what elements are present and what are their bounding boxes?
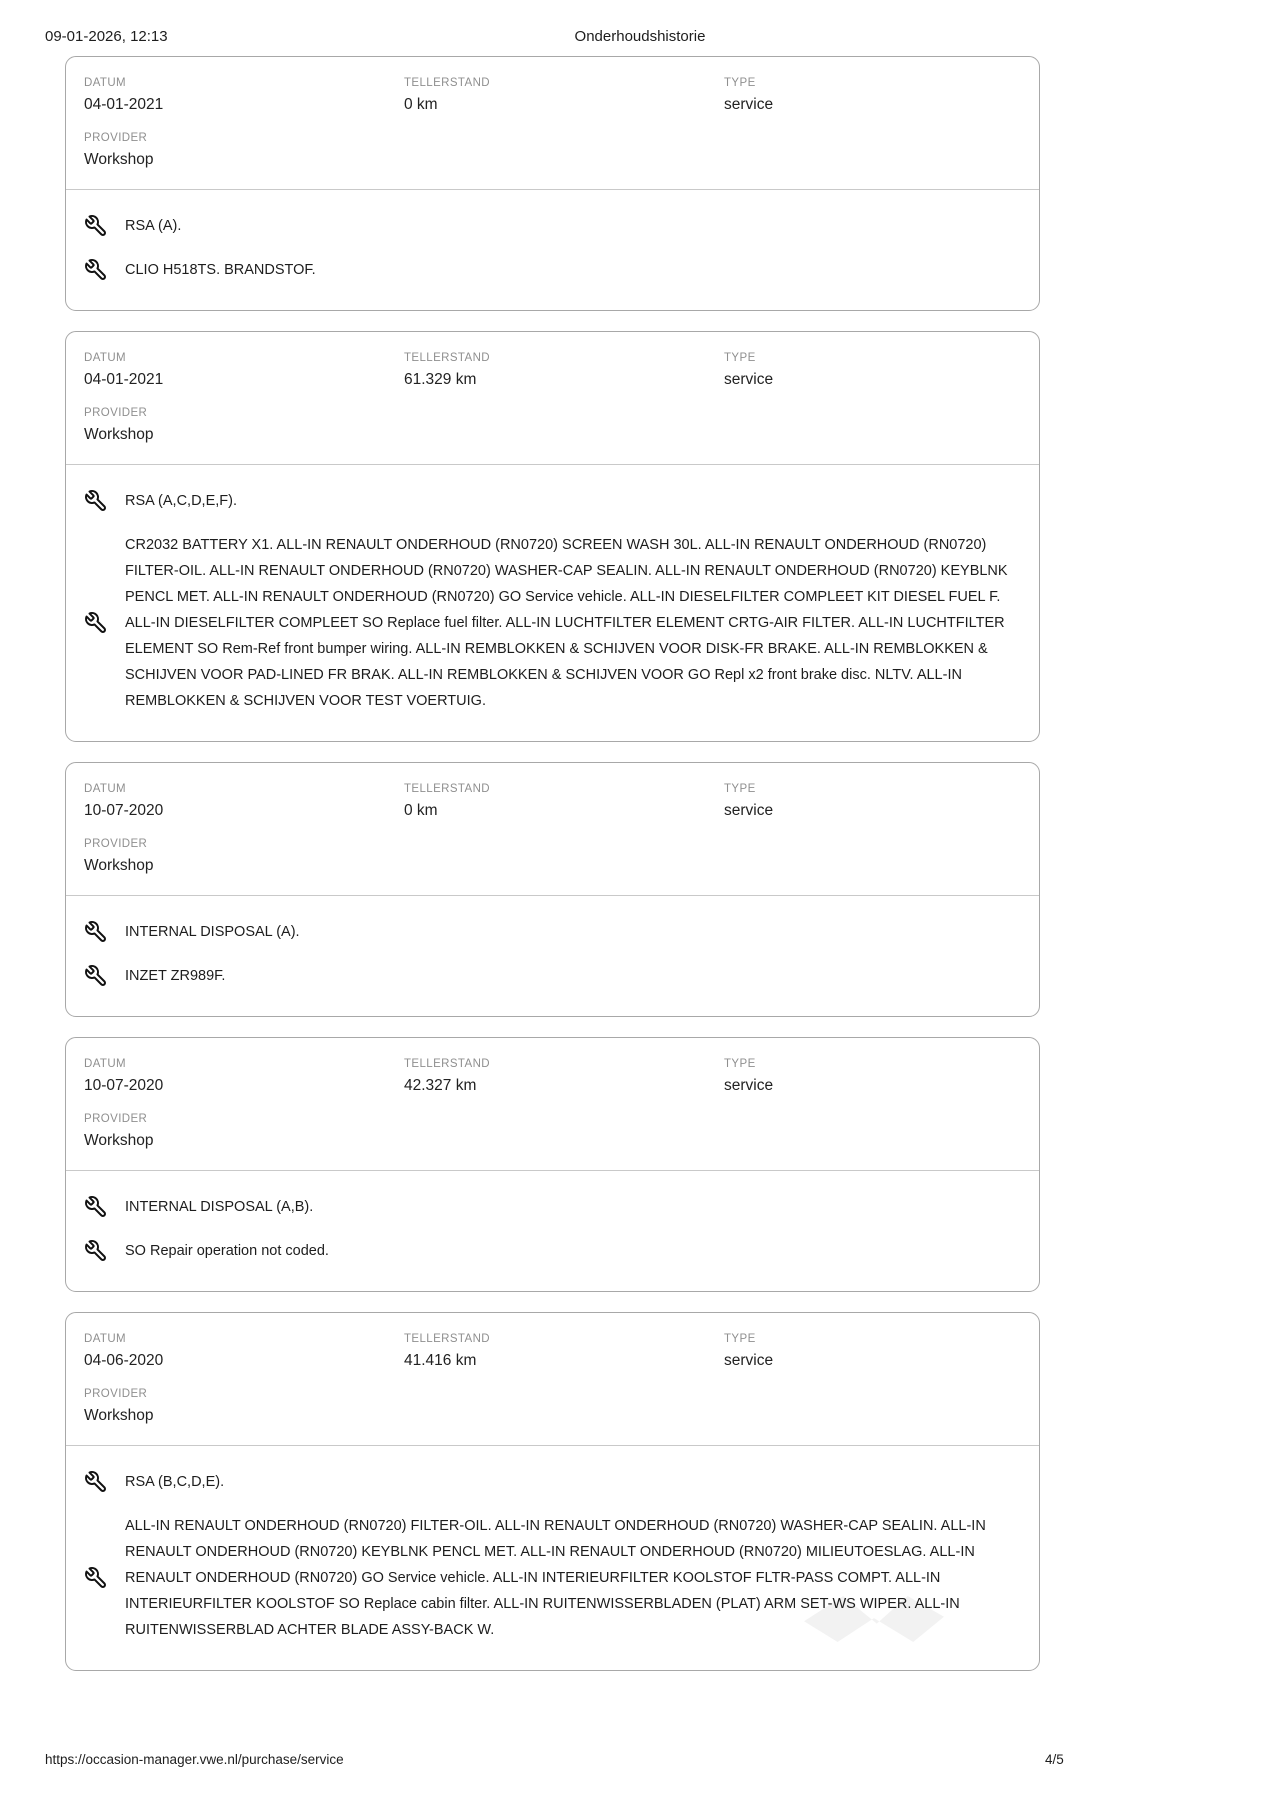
service-item-text: SO Repair operation not coded. [125, 1243, 329, 1259]
wrench-icon [84, 214, 108, 238]
service-item [84, 523, 1021, 723]
odometer-field [404, 77, 724, 114]
service-items [66, 465, 1039, 741]
wrench-icon [84, 1470, 108, 1494]
type-value: service [724, 96, 774, 113]
service-record-card [65, 1312, 1040, 1671]
date-label: DATUM [84, 77, 127, 89]
page-number: 4/5 [1045, 1752, 1064, 1767]
odometer-label: TELLERSTAND [404, 77, 490, 89]
provider-label: PROVIDER [84, 132, 148, 144]
provider-label: PROVIDER [84, 1388, 148, 1400]
odometer-label: TELLERSTAND [404, 1058, 490, 1070]
wrench-icon [84, 489, 108, 513]
provider-label: PROVIDER [84, 407, 148, 419]
wrench-icon [84, 920, 108, 944]
service-item [84, 1504, 1021, 1652]
service-item [84, 204, 1021, 248]
card-head [66, 332, 1039, 444]
service-record-card [65, 762, 1040, 1017]
wrench-icon [84, 258, 108, 282]
service-item [84, 1229, 1021, 1273]
wrench-icon [84, 1195, 108, 1219]
print-datetime: 09-01-2026, 12:13 [45, 28, 168, 45]
type-value: service [724, 1077, 774, 1094]
date-value: 10-07-2020 [84, 1077, 164, 1094]
type-label: TYPE [724, 77, 756, 89]
service-item-text: RSA (A,C,D,E,F). [125, 493, 237, 509]
odometer-field [404, 783, 724, 820]
date-field [84, 77, 404, 114]
service-items [66, 1171, 1039, 1291]
page-title: Onderhoudshistorie [574, 28, 706, 45]
date-field [84, 1058, 404, 1095]
wrench-icon [84, 1566, 108, 1590]
service-item-text: RSA (B,C,D,E). [125, 1474, 225, 1490]
date-value: 04-06-2020 [84, 1352, 164, 1369]
provider-field [84, 838, 1021, 875]
service-item [84, 910, 1021, 954]
service-history-list [65, 56, 1040, 1671]
service-item [84, 954, 1021, 998]
provider-field [84, 407, 1021, 444]
date-field [84, 783, 404, 820]
service-item [84, 248, 1021, 292]
service-item-text: ALL-IN RENAULT ONDERHOUD (RN0720) FILTER-OIL. ALL-IN RENAULT ONDERHOUD (RN0720) WASHER-CAP SEALIN. ALL-IN RENAULT ONDERHOUD (RN0720) KEYBLNK PENCL MET. ALL-IN RENAULT ONDERHOUD (RN0720) MILIEUTOESLAG. ALL-IN RENAULT ONDERHOUD (RN0720) GO Service vehicle. ALL-IN INTERIEURFILTER KOOLSTOF FLTR-PASS COMPT. ALL-IN INTERIEURFILTER KOOLSTOF SO Replace cabin filter. ALL-IN RUITENWISSERBLADEN (PLAT) ARM SET-WS WIPER. ALL-IN RUITENWISSERBLAD ACHTER BLADE ASSY-BACK W. [125, 1518, 986, 1638]
card-head [66, 57, 1039, 169]
type-value: service [724, 371, 774, 388]
date-field [84, 352, 404, 389]
odometer-value: 61.329 km [404, 371, 477, 388]
provider-field [84, 132, 1021, 169]
type-label: TYPE [724, 1058, 756, 1070]
card-head [66, 763, 1039, 875]
service-item [84, 479, 1021, 523]
service-item-text: INTERNAL DISPOSAL (A). [125, 924, 300, 940]
card-head [66, 1313, 1039, 1425]
date-label: DATUM [84, 1058, 127, 1070]
type-field [724, 783, 1021, 820]
provider-field [84, 1113, 1021, 1150]
wrench-icon [84, 1239, 108, 1263]
type-field [724, 352, 1021, 389]
odometer-label: TELLERSTAND [404, 352, 490, 364]
odometer-label: TELLERSTAND [404, 1333, 490, 1345]
type-label: TYPE [724, 352, 756, 364]
date-field [84, 1333, 404, 1370]
service-item-text: CR2032 BATTERY X1. ALL-IN RENAULT ONDERHOUD (RN0720) SCREEN WASH 30L. ALL-IN RENAULT ONDERHOUD (RN0720) FILTER-OIL. ALL-IN RENAULT ONDERHOUD (RN0720) WASHER-CAP SEALIN. ALL-IN RENAULT ONDERHOUD (RN0720) KEYBLNK PENCL MET. ALL-IN RENAULT ONDERHOUD (RN0720) GO Service vehicle. ALL-IN DIESELFILTER COMPLEET KIT DIESEL FUEL F. ALL-IN DIESELFILTER COMPLEET SO Replace fuel filter. ALL-IN LUCHTFILTER ELEMENT CRTG-AIR FILTER. ALL-IN LUCHTFILTER ELEMENT SO Rem-Ref front bumper wiring. ALL-IN REMBLOKKEN & SCHIJVEN VOOR DISK-FR BRAKE. ALL-IN REMBLOKKEN & SCHIJVEN VOOR PAD-LINED FR BRAK. ALL-IN REMBLOKKEN & SCHIJVEN VOOR GO Repl x2 front brake disc. NLTV. ALL-IN REMBLOKKEN & SCHIJVEN VOOR TEST VOERTUIG. [125, 537, 1008, 709]
wrench-icon [84, 964, 108, 988]
date-value: 04-01-2021 [84, 96, 164, 113]
service-items [66, 1446, 1039, 1670]
type-value: service [724, 802, 774, 819]
type-field [724, 1333, 1021, 1370]
service-item-text: INZET ZR989F. [125, 968, 226, 984]
service-record-card [65, 331, 1040, 742]
print-footer [0, 1752, 1280, 1774]
odometer-value: 0 km [404, 96, 438, 113]
odometer-value: 42.327 km [404, 1077, 477, 1094]
odometer-value: 41.416 km [404, 1352, 477, 1369]
date-value: 10-07-2020 [84, 802, 164, 819]
odometer-label: TELLERSTAND [404, 783, 490, 795]
odometer-field [404, 1058, 724, 1095]
service-items [66, 190, 1039, 310]
date-label: DATUM [84, 352, 127, 364]
provider-value: Workshop [84, 1407, 154, 1424]
service-items [66, 896, 1039, 1016]
service-item-text: INTERNAL DISPOSAL (A,B). [125, 1199, 314, 1215]
wrench-icon [84, 611, 108, 635]
service-item-text: CLIO H518TS. BRANDSTOF. [125, 262, 316, 278]
provider-field [84, 1388, 1021, 1425]
type-field [724, 1058, 1021, 1095]
provider-label: PROVIDER [84, 1113, 148, 1125]
date-value: 04-01-2021 [84, 371, 164, 388]
print-header [0, 28, 1280, 50]
provider-value: Workshop [84, 1132, 154, 1149]
provider-value: Workshop [84, 857, 154, 874]
type-value: service [724, 1352, 774, 1369]
date-label: DATUM [84, 1333, 127, 1345]
service-item [84, 1460, 1021, 1504]
service-record-card [65, 56, 1040, 311]
provider-value: Workshop [84, 426, 154, 443]
service-item [84, 1185, 1021, 1229]
odometer-field [404, 1333, 724, 1370]
odometer-field [404, 352, 724, 389]
service-record-card [65, 1037, 1040, 1292]
card-head [66, 1038, 1039, 1150]
provider-value: Workshop [84, 151, 154, 168]
source-url: https://occasion-manager.vwe.nl/purchase/service [45, 1752, 344, 1767]
type-label: TYPE [724, 783, 756, 795]
type-field [724, 77, 1021, 114]
provider-label: PROVIDER [84, 838, 148, 850]
service-item-text: RSA (A). [125, 218, 182, 234]
odometer-value: 0 km [404, 802, 438, 819]
date-label: DATUM [84, 783, 127, 795]
type-label: TYPE [724, 1333, 756, 1345]
